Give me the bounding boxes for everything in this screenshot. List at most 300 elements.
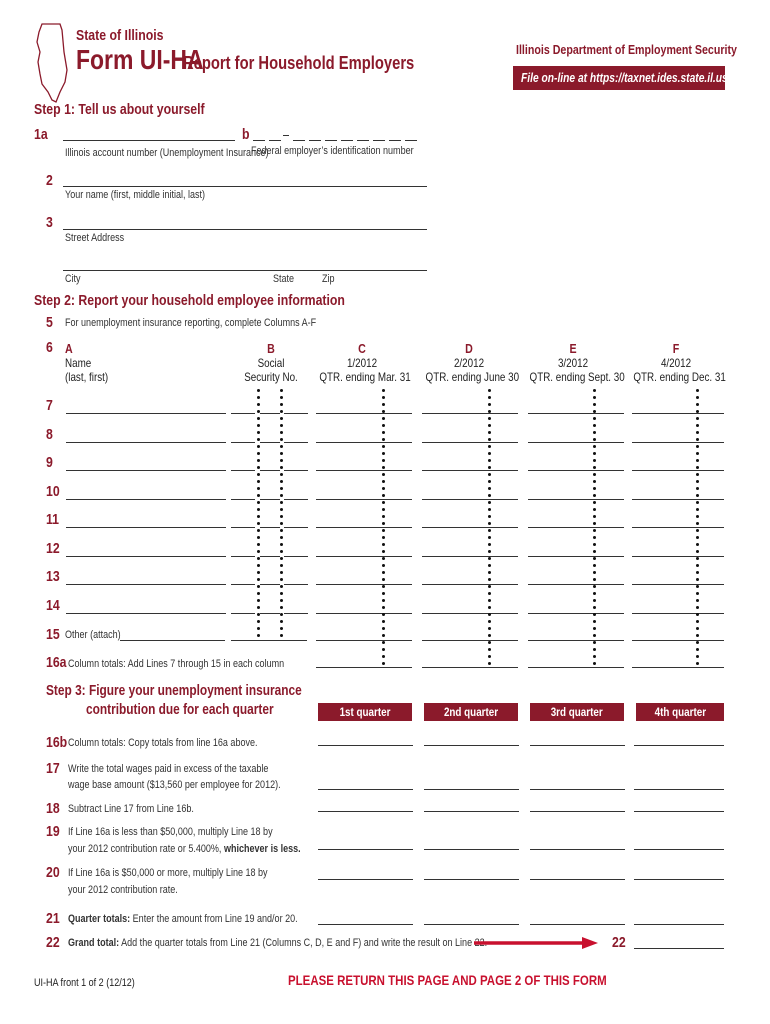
ssn-divider-1-dot [257, 543, 260, 546]
line22-num: 22 [46, 934, 60, 951]
cents-divider-f-dot [696, 550, 699, 553]
state-label: State of Illinois [76, 27, 164, 44]
cents-divider-c-dot [382, 431, 385, 434]
step3-line-field-q1[interactable] [318, 879, 413, 880]
row-ssn-segment[interactable] [284, 499, 308, 500]
ssn-divider-2-dot [280, 522, 283, 525]
cents-divider-e-dot [593, 515, 596, 518]
cents-divider-f-dot [696, 410, 699, 413]
cents-divider-c-dot [382, 599, 385, 602]
row-ssn-segment[interactable] [231, 556, 255, 557]
zip-label: Zip [322, 273, 335, 285]
column-d-line1: 2/2012 [453, 356, 485, 370]
row-number: 14 [46, 596, 60, 614]
cents-divider-e-dot [593, 578, 596, 581]
row-name-field[interactable] [66, 613, 226, 614]
ssn-divider-2-dot [280, 536, 283, 539]
row-ssn-segment[interactable] [260, 584, 280, 585]
cents-divider-c-dot [382, 655, 385, 658]
column-a-header [65, 341, 118, 384]
cents-divider-f-dot [696, 627, 699, 630]
grand-total-field[interactable] [634, 948, 724, 949]
cents-divider-e-dot [593, 585, 596, 588]
row-c-field[interactable] [316, 613, 412, 614]
line16a-d-field[interactable] [422, 667, 518, 668]
line15-num: 15 [46, 626, 60, 643]
cents-divider-d-dot [488, 529, 491, 532]
row-d-field[interactable] [422, 413, 518, 414]
row-ssn-segment[interactable] [284, 584, 308, 585]
row-e-field[interactable] [528, 527, 624, 528]
line15-name-field[interactable] [120, 640, 225, 641]
row-ssn-segment[interactable] [284, 442, 308, 443]
file-online-banner [513, 66, 728, 90]
line16b-num: 16b [46, 734, 68, 751]
line21-text-wrap [68, 913, 298, 925]
cents-divider-c-dot [382, 641, 385, 644]
agency-name: Illinois Department of Employment Security [516, 42, 737, 57]
cents-divider-d-dot [488, 634, 491, 637]
cents-divider-e-dot [593, 480, 596, 483]
row-d-field[interactable] [422, 470, 518, 471]
row-name-field[interactable] [66, 442, 226, 443]
step3-line-field-q3[interactable] [530, 745, 625, 746]
cents-divider-d-dot [488, 613, 491, 616]
file-online-link[interactable]: File on-line at https://taxnet.ides.state.il.us [521, 71, 728, 85]
form-code: Form UI-HA [76, 44, 204, 75]
cents-divider-c-dot [382, 648, 385, 651]
line2-label: Your name (first, middle initial, last) [65, 189, 206, 201]
step3-line-field-q4[interactable] [634, 789, 724, 790]
cents-divider-c-dot [382, 473, 385, 476]
line19-text1: If Line 16a is less than $50,000, multiply Line 18 by [68, 826, 273, 838]
row-ssn-segment[interactable] [284, 613, 308, 614]
line16a-text: Column totals: Add Lines 7 through 15 in each column [68, 658, 285, 670]
cents-divider-d-dot [488, 438, 491, 441]
row-e-field[interactable] [528, 470, 624, 471]
ssn-divider-1-dot [257, 634, 260, 637]
column-c-header [310, 341, 414, 384]
cents-divider-f-dot [696, 522, 699, 525]
quarter-3-label: 3rd quarter [551, 705, 603, 719]
row-e-field[interactable] [528, 556, 624, 557]
cents-divider-f-dot [696, 480, 699, 483]
row-ssn-segment[interactable] [260, 470, 280, 471]
step3-title-line2: contribution due for each quarter [86, 702, 274, 718]
cents-divider-c-dot [382, 424, 385, 427]
line20-text1: If Line 16a is $50,000 or more, multiply Line 18 by [68, 867, 268, 879]
row-d-field[interactable] [422, 584, 518, 585]
step3-line-field-q1[interactable] [318, 924, 413, 925]
cents-divider-c-dot [382, 564, 385, 567]
ssn-divider-1-dot [257, 480, 260, 483]
step3-line-field-q1[interactable] [318, 789, 413, 790]
step3-line-field-q3[interactable] [530, 789, 625, 790]
ssn-divider-1-dot [257, 473, 260, 476]
row-f-field[interactable] [632, 470, 724, 471]
cents-divider-d-dot [488, 543, 491, 546]
step3-line-field-q2[interactable] [424, 879, 519, 880]
row-c-field[interactable] [316, 413, 412, 414]
row-ssn-segment[interactable] [284, 470, 308, 471]
column-f-line1: 4/2012 [660, 356, 692, 370]
cents-divider-f-dot [696, 641, 699, 644]
name-field[interactable] [63, 186, 427, 187]
row-number: 11 [46, 511, 60, 528]
cents-divider-e-dot [593, 606, 596, 609]
step3-line-field-q3[interactable] [530, 924, 625, 925]
column-e-letter: E [569, 341, 577, 356]
column-d-header [416, 341, 522, 384]
row-c-field[interactable] [316, 499, 412, 500]
ssn-divider-1-dot [257, 522, 260, 525]
line3-num: 3 [46, 214, 53, 231]
cents-divider-f-dot [696, 578, 699, 581]
cents-divider-e-dot [593, 522, 596, 525]
cents-divider-f-dot [696, 606, 699, 609]
cents-divider-d-dot [488, 571, 491, 574]
cents-divider-f-dot [696, 396, 699, 399]
cents-divider-d-dot [488, 424, 491, 427]
line19-text2-wrap [68, 843, 301, 855]
ssn-divider-1-dot [257, 431, 260, 434]
cents-divider-f-dot [696, 459, 699, 462]
row-name-field[interactable] [66, 556, 226, 557]
column-b-line1: Social [257, 356, 285, 370]
cents-divider-d-dot [488, 445, 491, 448]
cents-divider-d-dot [488, 417, 491, 420]
ssn-divider-1-dot [257, 410, 260, 413]
column-d-letter: D [465, 341, 473, 356]
cents-divider-f-dot [696, 529, 699, 532]
cents-divider-d-dot [488, 508, 491, 511]
cents-divider-f-dot [696, 501, 699, 504]
step1-title: Step 1: Tell us about yourself [34, 101, 205, 118]
line16a-f-field[interactable] [632, 667, 724, 668]
row-ssn-segment[interactable] [260, 556, 280, 557]
line1a-label: Illinois account number (Unemployment Insurance) [65, 147, 269, 159]
ssn-divider-1-dot [257, 613, 260, 616]
cents-divider-c-dot [382, 515, 385, 518]
ssn-divider-2-dot [280, 501, 283, 504]
ssn-divider-1-dot [257, 564, 260, 567]
ssn-divider-1-dot [257, 557, 260, 560]
line1a-field[interactable] [63, 140, 235, 141]
line22-text-wrap [68, 937, 487, 949]
ssn-divider-2-dot [280, 389, 283, 392]
ssn-divider-2-dot [280, 424, 283, 427]
cents-divider-f-dot [696, 466, 699, 469]
line16a-e-field[interactable] [528, 667, 624, 668]
row-d-field[interactable] [422, 613, 518, 614]
cents-divider-c-dot [382, 410, 385, 413]
cents-divider-e-dot [593, 431, 596, 434]
cents-divider-c-dot [382, 606, 385, 609]
cents-divider-e-dot [593, 550, 596, 553]
cents-divider-d-dot [488, 487, 491, 490]
step3-line-field-q4[interactable] [634, 924, 724, 925]
line15-ssn-field[interactable] [231, 640, 307, 641]
column-f-letter: F [672, 341, 680, 356]
ssn-divider-2-dot [280, 438, 283, 441]
ssn-divider-1-dot [257, 389, 260, 392]
cents-divider-c-dot [382, 627, 385, 630]
cents-divider-f-dot [696, 620, 699, 623]
ssn-divider-1-dot [257, 438, 260, 441]
row-d-field[interactable] [422, 499, 518, 500]
ssn-divider-2-dot [280, 578, 283, 581]
row-name-field[interactable] [66, 584, 226, 585]
row-ssn-segment[interactable] [260, 442, 280, 443]
ssn-divider-1-dot [257, 403, 260, 406]
step3-line-field-q4[interactable] [634, 811, 724, 812]
cents-divider-d-dot [488, 627, 491, 630]
ssn-divider-1-dot [257, 620, 260, 623]
cents-divider-f-dot [696, 592, 699, 595]
cents-divider-d-dot [488, 655, 491, 658]
column-a-letter: A [65, 341, 73, 356]
line21-num: 21 [46, 910, 60, 927]
cents-divider-c-dot [382, 466, 385, 469]
step3-line-field-q1[interactable] [318, 745, 413, 746]
row-ssn-segment[interactable] [231, 413, 255, 414]
cents-divider-e-dot [593, 396, 596, 399]
cents-divider-c-dot [382, 578, 385, 581]
line18-num: 18 [46, 800, 60, 817]
cents-divider-d-dot [488, 396, 491, 399]
ssn-divider-1-dot [257, 606, 260, 609]
ssn-divider-2-dot [280, 417, 283, 420]
cents-divider-e-dot [593, 634, 596, 637]
cents-divider-d-dot [488, 606, 491, 609]
cents-divider-e-dot [593, 655, 596, 658]
ssn-divider-2-dot [280, 634, 283, 637]
cents-divider-c-dot [382, 543, 385, 546]
step3-line-field-q1[interactable] [318, 849, 413, 850]
ssn-divider-2-dot [280, 396, 283, 399]
ssn-divider-2-dot [280, 452, 283, 455]
row-c-field[interactable] [316, 556, 412, 557]
row-f-field[interactable] [632, 442, 724, 443]
cents-divider-c-dot [382, 571, 385, 574]
line1b-label: Federal employer’s identification number [251, 145, 414, 157]
line15-f-field[interactable] [632, 640, 724, 641]
ssn-divider-2-dot [280, 515, 283, 518]
quarter-1-header [318, 703, 412, 721]
cents-divider-e-dot [593, 403, 596, 406]
column-a-line2: (last, first) [65, 370, 109, 384]
step3-line-field-q2[interactable] [424, 924, 519, 925]
city-state-zip-field[interactable] [63, 270, 427, 271]
line17-num: 17 [46, 760, 60, 777]
cents-divider-f-dot [696, 473, 699, 476]
cents-divider-f-dot [696, 571, 699, 574]
row-ssn-segment[interactable] [231, 613, 255, 614]
cents-divider-c-dot [382, 613, 385, 616]
row-e-field[interactable] [528, 442, 624, 443]
ssn-divider-2-dot [280, 466, 283, 469]
step3-line-field-q2[interactable] [424, 811, 519, 812]
step3-line-field-q2[interactable] [424, 745, 519, 746]
cents-divider-d-dot [488, 459, 491, 462]
row-ssn-segment[interactable] [284, 527, 308, 528]
line22-text: Add the quarter totals from Line 21 (Columns C, D, E and F) and write the result on Line 22. [119, 937, 488, 949]
ssn-divider-1-dot [257, 599, 260, 602]
row-e-field[interactable] [528, 584, 624, 585]
cents-divider-d-dot [488, 641, 491, 644]
ssn-divider-2-dot [280, 410, 283, 413]
cents-divider-d-dot [488, 515, 491, 518]
cents-divider-d-dot [488, 648, 491, 651]
column-b-header [232, 341, 310, 384]
ssn-divider-1-dot [257, 550, 260, 553]
form-title: Report for Household Employers [183, 53, 415, 73]
row-ssn-segment[interactable] [260, 413, 280, 414]
ssn-divider-2-dot [280, 494, 283, 497]
row-ssn-segment[interactable] [231, 499, 255, 500]
row-name-field[interactable] [66, 527, 226, 528]
ssn-divider-1-dot [257, 592, 260, 595]
line6-num: 6 [46, 339, 53, 356]
row-f-field[interactable] [632, 584, 724, 585]
ssn-divider-2-dot [280, 620, 283, 623]
row-e-field[interactable] [528, 413, 624, 414]
line15-c-field[interactable] [316, 640, 412, 641]
cents-divider-f-dot [696, 536, 699, 539]
row-f-field[interactable] [632, 527, 724, 528]
row-number: 13 [46, 568, 60, 585]
ssn-divider-1-dot [257, 515, 260, 518]
row-d-field[interactable] [422, 442, 518, 443]
cents-divider-c-dot [382, 396, 385, 399]
step2-title: Step 2: Report your household employee information [34, 292, 345, 309]
row-d-field[interactable] [422, 556, 518, 557]
line19-text2-bold: whichever is less. [223, 843, 301, 855]
cents-divider-c-dot [382, 445, 385, 448]
column-f-line2: QTR. ending Dec. 31 [633, 370, 726, 384]
step3-line-field-q3[interactable] [530, 849, 625, 850]
row-name-field[interactable] [66, 413, 226, 414]
row-name-field[interactable] [66, 470, 226, 471]
row-c-field[interactable] [316, 584, 412, 585]
cents-divider-d-dot [488, 403, 491, 406]
line16a-c-field[interactable] [316, 667, 412, 668]
cents-divider-f-dot [696, 515, 699, 518]
cents-divider-f-dot [696, 564, 699, 567]
row-name-field[interactable] [66, 499, 226, 500]
cents-divider-e-dot [593, 648, 596, 651]
step3-line-field-q3[interactable] [530, 879, 625, 880]
row-ssn-segment[interactable] [231, 584, 255, 585]
cents-divider-f-dot [696, 613, 699, 616]
step3-line-field-q1[interactable] [318, 811, 413, 812]
row-d-field[interactable] [422, 527, 518, 528]
row-c-field[interactable] [316, 470, 412, 471]
ssn-divider-2-dot [280, 564, 283, 567]
row-f-field[interactable] [632, 556, 724, 557]
cents-divider-e-dot [593, 536, 596, 539]
row-e-field[interactable] [528, 613, 624, 614]
step3-line-field-q3[interactable] [530, 811, 625, 812]
row-e-field[interactable] [528, 499, 624, 500]
ssn-divider-2-dot [280, 459, 283, 462]
step3-line-field-q2[interactable] [424, 789, 519, 790]
cents-divider-d-dot [488, 550, 491, 553]
step3-line-field-q4[interactable] [634, 849, 724, 850]
cents-divider-f-dot [696, 634, 699, 637]
cents-divider-c-dot [382, 557, 385, 560]
cents-divider-c-dot [382, 529, 385, 532]
ssn-divider-2-dot [280, 543, 283, 546]
cents-divider-c-dot [382, 522, 385, 525]
row-ssn-segment[interactable] [284, 413, 308, 414]
line20-text2: your 2012 contribution rate. [68, 884, 178, 896]
row-f-field[interactable] [632, 413, 724, 414]
quarter-1-label: 1st quarter [339, 705, 391, 719]
cents-divider-d-dot [488, 452, 491, 455]
column-d-line2: QTR. ending June 30 [425, 370, 520, 384]
cents-divider-f-dot [696, 424, 699, 427]
cents-divider-c-dot [382, 459, 385, 462]
ssn-divider-2-dot [280, 599, 283, 602]
ssn-divider-1-dot [257, 627, 260, 630]
column-a-line1: Name [65, 356, 92, 370]
column-e-header [520, 341, 626, 384]
cents-divider-e-dot [593, 459, 596, 462]
city-label: City [65, 273, 81, 285]
cents-divider-c-dot [382, 403, 385, 406]
quarter-3-header [530, 703, 624, 721]
line5-num: 5 [46, 314, 53, 331]
cents-divider-c-dot [382, 417, 385, 420]
step3-line-field-q4[interactable] [634, 745, 724, 746]
line1b-letter: b [242, 126, 250, 143]
cents-divider-d-dot [488, 592, 491, 595]
row-ssn-segment[interactable] [284, 556, 308, 557]
row-ssn-segment[interactable] [260, 499, 280, 500]
column-c-line2: QTR. ending Mar. 31 [319, 370, 411, 384]
line15-d-field[interactable] [422, 640, 518, 641]
step3-title-line1: Step 3: Figure your unemployment insurance [46, 683, 302, 699]
street-field[interactable] [63, 229, 427, 230]
cents-divider-d-dot [488, 662, 491, 665]
row-ssn-segment[interactable] [231, 527, 255, 528]
cents-divider-f-dot [696, 487, 699, 490]
cents-divider-d-dot [488, 389, 491, 392]
row-ssn-segment[interactable] [231, 470, 255, 471]
line19-text2: your 2012 contribution rate or 5.400%, [68, 843, 224, 855]
cents-divider-e-dot [593, 620, 596, 623]
row-ssn-segment[interactable] [231, 442, 255, 443]
row-f-field[interactable] [632, 613, 724, 614]
cents-divider-e-dot [593, 501, 596, 504]
cents-divider-f-dot [696, 445, 699, 448]
row-c-field[interactable] [316, 527, 412, 528]
cents-divider-e-dot [593, 592, 596, 595]
step3-line-field-q2[interactable] [424, 849, 519, 850]
row-ssn-segment[interactable] [260, 613, 280, 614]
line15-e-field[interactable] [528, 640, 624, 641]
ssn-divider-1-dot [257, 529, 260, 532]
row-f-field[interactable] [632, 499, 724, 500]
row-ssn-segment[interactable] [260, 527, 280, 528]
row-c-field[interactable] [316, 442, 412, 443]
line16a-num: 16a [46, 654, 67, 671]
cents-divider-e-dot [593, 424, 596, 427]
fein-field[interactable] [253, 131, 427, 141]
step3-line-field-q4[interactable] [634, 879, 724, 880]
state-field-label: State [273, 273, 295, 285]
